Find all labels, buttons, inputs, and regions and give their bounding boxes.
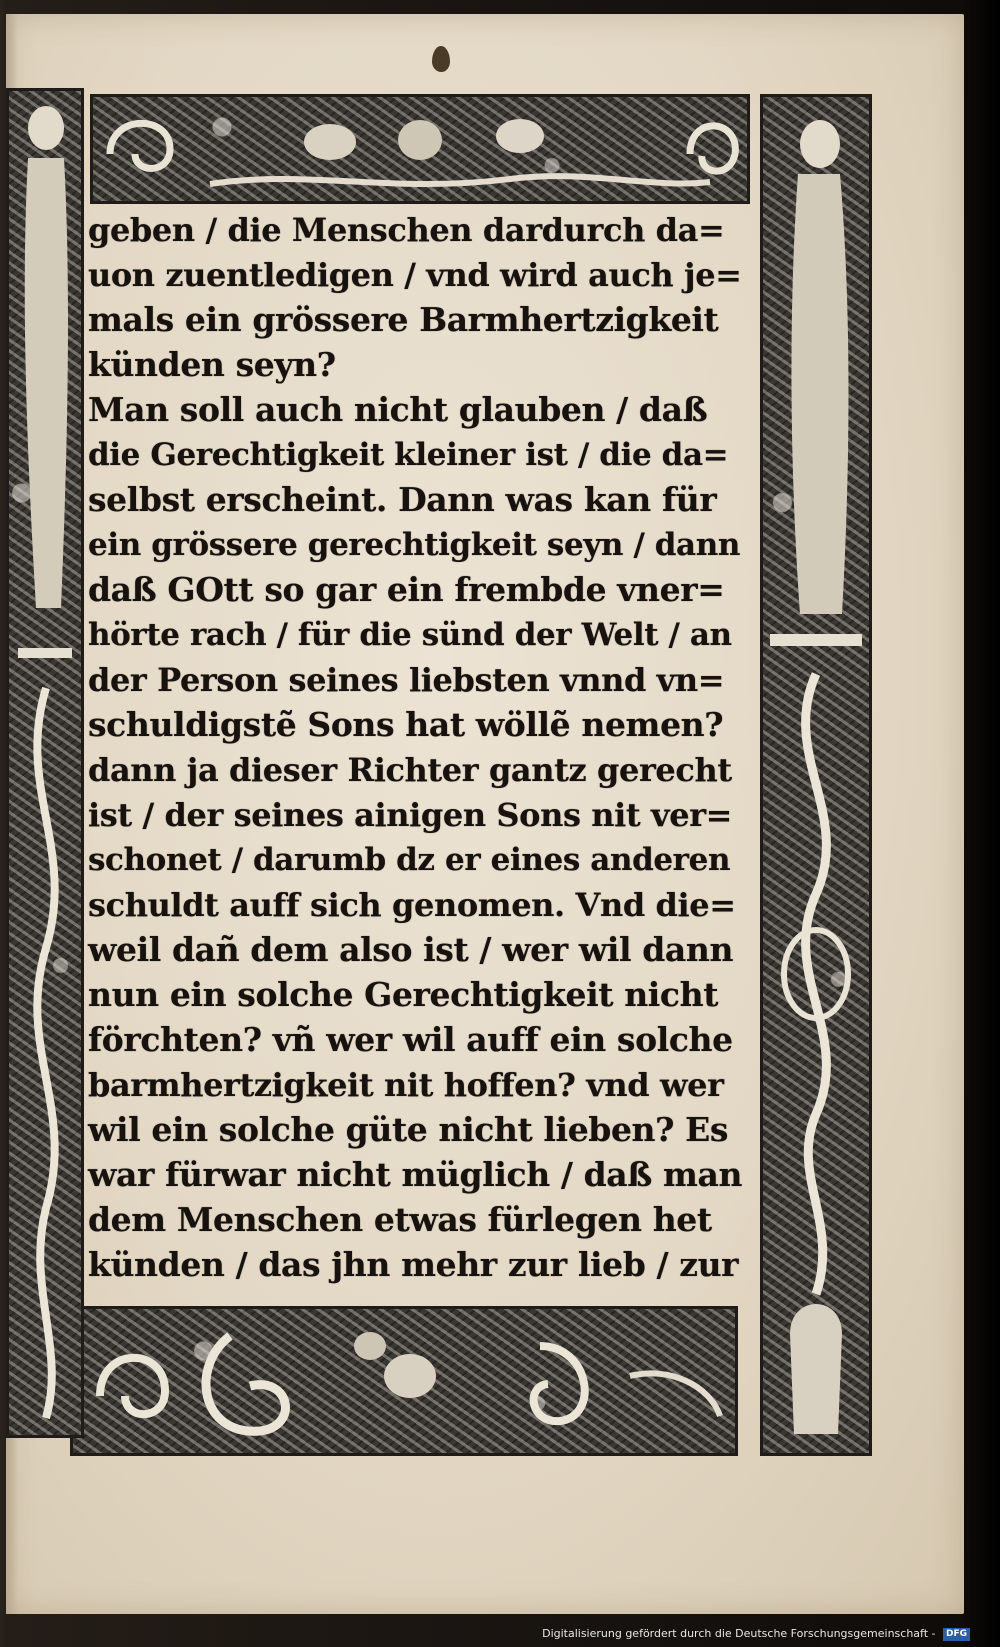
text-line: künden / das jhn mehr zur lieb / zur — [88, 1245, 739, 1284]
text-line: der Person seines liebsten vnnd vn= — [88, 661, 725, 699]
woodcut-border-left — [6, 88, 84, 1438]
text-line: dem Menschen etwas fürlegen het — [88, 1200, 712, 1239]
text-line: ist / der seines ainigen Sons nit ver= — [88, 796, 733, 834]
text-line: dann ja dieser Richter gantz gerecht — [88, 751, 732, 789]
ink-blot-mark — [432, 46, 450, 72]
text-line: Man soll auch nicht glauben / daß — [88, 390, 708, 429]
woodcut-border-top — [90, 94, 750, 204]
text-line: uon zuentledigen / vnd wird auch je= — [88, 256, 742, 294]
text-line: nun ein solche Gerechtigkeit nicht — [88, 975, 719, 1014]
credit-text: Digitalisierung gefördert durch die Deutsche Forschungsgemeinschaft - — [542, 1627, 936, 1640]
text-line: schonet / darumb dz er eines anderen — [88, 842, 731, 878]
ornament-figure-right — [760, 94, 872, 1456]
text-line: war fürwar nicht müglich / daß man — [88, 1155, 743, 1194]
woodcut-border-right — [760, 94, 872, 1456]
page-text-block — [88, 208, 743, 1304]
text-line: barmhertzigkeit nit hoffen? vnd wer — [88, 1066, 724, 1104]
text-line: hörte rach / für die sünd der Welt / an — [88, 617, 732, 653]
text-line: mals ein grössere Barmhertzigkeit — [88, 300, 719, 339]
text-line: wil ein solche güte nicht lieben? Es — [88, 1110, 729, 1149]
ornament-scroll-top — [90, 94, 750, 204]
text-line: schuldt auff sich genomen. Vnd die= — [88, 886, 736, 924]
text-line: selbst erscheint. Dann was kan für — [88, 480, 717, 519]
text-line: schuldigstẽ Sons hat wöllẽ nemen? — [88, 705, 724, 744]
woodcut-border-bottom — [70, 1306, 738, 1456]
text-line: daß GOtt so gar ein frembde vner= — [88, 570, 725, 609]
text-line: künden seyn? — [88, 345, 336, 384]
digitization-credit — [542, 1625, 970, 1643]
text-line: weil dañ dem also ist / wer wil dann — [88, 930, 734, 969]
ornament-figure-left — [6, 88, 84, 1438]
text-line: geben / die Menschen dardurch da= — [88, 211, 725, 249]
text-line: förchten? vñ wer wil auff ein solche — [88, 1020, 733, 1059]
dfg-logo-icon: DFG — [943, 1628, 970, 1641]
ornament-scroll-bottom — [70, 1306, 738, 1456]
text-line: ein grössere gerechtigkeit seyn / dann — [88, 527, 740, 563]
text-line: die Gerechtigkeit kleiner ist / die da= — [88, 437, 729, 473]
